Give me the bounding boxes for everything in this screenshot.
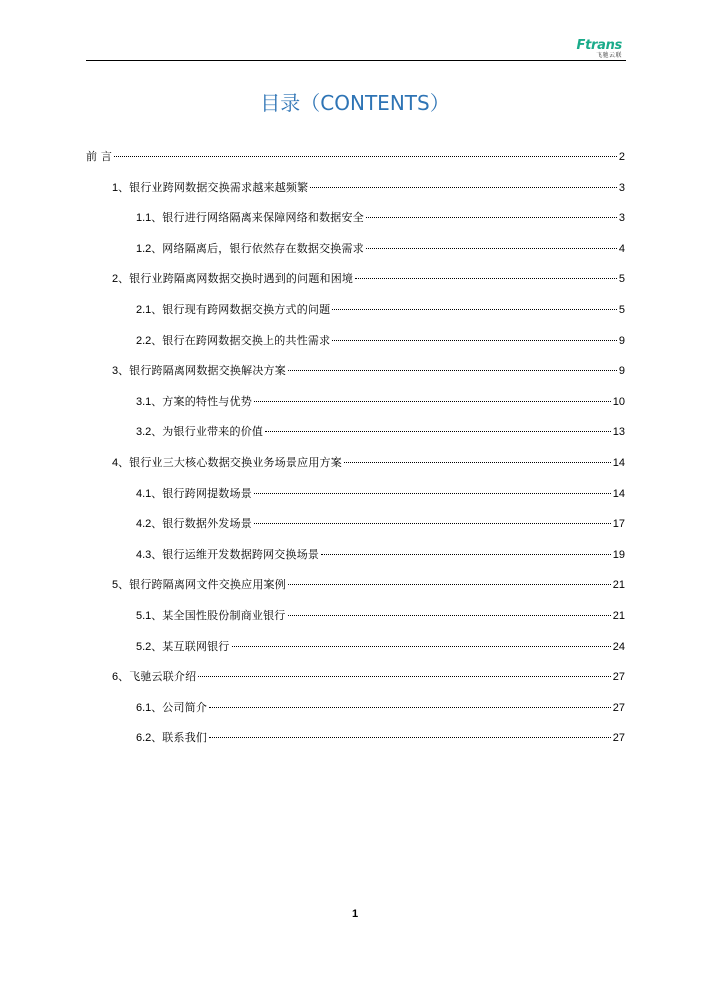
logo-wordmark: Ftrans xyxy=(576,38,622,53)
toc-entry-number: 2.1、 xyxy=(136,303,163,316)
toc-dot-leader xyxy=(288,615,611,616)
toc-dot-leader xyxy=(288,584,611,585)
toc-entry[interactable] xyxy=(86,605,625,636)
toc-entry-title: 银行跨网提数场景 xyxy=(162,486,252,500)
toc-entry-title: 银行跨隔离网数据交换解决方案 xyxy=(129,364,286,378)
toc-entry-page: 13 xyxy=(612,426,625,439)
toc-dot-leader xyxy=(310,187,617,188)
toc-entry-number: 1.2、 xyxy=(136,242,163,255)
toc-entry-number: 2.2、 xyxy=(136,334,163,347)
toc-entry-page: 27 xyxy=(612,671,625,684)
toc-entry-page: 27 xyxy=(612,732,625,745)
toc-entry-title: 联系我们 xyxy=(162,731,208,745)
header-rule xyxy=(86,60,626,61)
toc-entry-number: 6.2、 xyxy=(136,732,163,745)
toc-dot-leader xyxy=(114,156,617,157)
toc-dot-leader xyxy=(265,431,611,432)
toc-entry-number: 3、 xyxy=(112,365,130,378)
toc-entry-page: 10 xyxy=(612,395,625,408)
toc-entry-title: 银行业跨隔离网数据交换时遇到的问题和困境 xyxy=(129,272,354,286)
toc-entry[interactable] xyxy=(86,697,625,728)
toc-entry-number: 4、 xyxy=(112,456,130,469)
toc-entry-number: 6、 xyxy=(112,671,130,684)
toc-entry-title: 银行业跨网数据交换需求越来越频繁 xyxy=(129,180,309,194)
toc-entry[interactable] xyxy=(86,452,625,483)
toc-dot-leader xyxy=(254,523,611,524)
toc-entry[interactable] xyxy=(86,207,625,238)
toc-entry-title: 前 言 xyxy=(86,150,113,163)
toc-entry[interactable] xyxy=(86,238,625,269)
toc-dot-leader xyxy=(332,309,617,310)
toc-dot-leader xyxy=(366,217,617,218)
toc-dot-leader xyxy=(332,340,617,341)
toc-entry-page: 21 xyxy=(612,609,625,622)
toc-entry[interactable] xyxy=(86,330,625,361)
toc-entry[interactable] xyxy=(86,299,625,330)
toc-entry-title: 银行运维开发数据跨网交换场景 xyxy=(162,547,320,561)
toc-entry-page: 3 xyxy=(618,212,625,225)
toc-dot-leader xyxy=(209,737,611,738)
toc-entry-number: 1.1、 xyxy=(136,212,163,225)
toc-entry-title: 银行进行网络隔离来保障网络和数据安全 xyxy=(162,211,364,225)
toc-entry-title: 银行现有跨网数据交换方式的问题 xyxy=(162,302,331,316)
toc-dot-leader xyxy=(232,646,611,647)
toc-dot-leader xyxy=(198,676,610,677)
toc-entry-number: 4.3、 xyxy=(136,548,163,561)
toc-entry-page: 21 xyxy=(612,579,625,592)
toc-entry-page: 24 xyxy=(612,640,625,653)
toc-entry-title: 某互联网银行 xyxy=(162,639,230,653)
toc-entry[interactable] xyxy=(86,727,625,758)
toc-entry-page: 17 xyxy=(612,518,625,531)
toc-entry[interactable] xyxy=(86,544,625,575)
toc-entry-page: 19 xyxy=(612,548,625,561)
company-logo xyxy=(560,40,622,59)
toc-entry-page: 14 xyxy=(612,456,625,469)
toc-entry-number: 3.1、 xyxy=(136,395,163,408)
toc-entry[interactable] xyxy=(86,483,625,514)
toc-entry-title: 方案的特性与优势 xyxy=(162,394,252,408)
toc-entry-page: 4 xyxy=(618,242,625,255)
toc-entry-page: 2 xyxy=(618,151,625,163)
logo-subtitle: 飞驰云联 xyxy=(595,52,622,59)
toc-entry[interactable] xyxy=(86,513,625,544)
toc-entry-page: 3 xyxy=(618,181,625,194)
toc-entry[interactable] xyxy=(86,636,625,667)
toc-dot-leader xyxy=(321,554,611,555)
toc-entry[interactable] xyxy=(86,177,625,208)
toc-entry-number: 5、 xyxy=(112,579,130,592)
toc-entry[interactable] xyxy=(86,268,625,299)
toc-entry-number: 3.2、 xyxy=(136,426,163,439)
toc-entry[interactable] xyxy=(86,421,625,452)
page-title: 目录（CONTENTS） xyxy=(260,91,450,115)
toc-dot-leader xyxy=(355,278,617,279)
toc-entry-title: 银行数据外发场景 xyxy=(162,517,252,531)
toc-entry-number: 5.1、 xyxy=(136,609,163,622)
page-number: 1 xyxy=(351,908,359,920)
toc-entry[interactable] xyxy=(86,146,625,177)
toc-entry[interactable] xyxy=(86,666,625,697)
toc-entry-title: 银行业三大核心数据交换业务场景应用方案 xyxy=(129,455,342,469)
toc-dot-leader xyxy=(366,248,617,249)
toc-entry-title: 为银行业带来的价值 xyxy=(162,425,264,439)
toc-dot-leader xyxy=(288,370,617,371)
toc-entry-number: 6.1、 xyxy=(136,701,163,714)
toc-dot-leader xyxy=(254,493,611,494)
toc-entry-title: 公司简介 xyxy=(162,700,208,714)
toc-entry-page: 14 xyxy=(612,487,625,500)
toc-entry[interactable] xyxy=(86,360,625,391)
toc-entry-title: 银行跨隔离网文件交换应用案例 xyxy=(129,578,286,592)
toc-entry[interactable] xyxy=(86,391,625,422)
toc-entry-number: 2、 xyxy=(112,273,130,286)
toc-dot-leader xyxy=(209,707,611,708)
toc-entry-title: 银行在跨网数据交换上的共性需求 xyxy=(162,333,331,347)
toc-entry-title: 网络隔离后，银行依然存在数据交换需求 xyxy=(162,241,364,255)
toc-entry[interactable] xyxy=(86,574,625,605)
toc-dot-leader xyxy=(254,401,611,402)
toc-entry-page: 9 xyxy=(618,365,625,378)
toc-entry-number: 4.2、 xyxy=(136,518,163,531)
toc-entry-page: 5 xyxy=(618,303,625,316)
toc-entry-number: 5.2、 xyxy=(136,640,163,653)
toc-entry-number: 1、 xyxy=(112,181,130,194)
toc-entry-page: 27 xyxy=(612,701,625,714)
table-of-contents xyxy=(86,146,625,758)
toc-entry-title: 飞驰云联介绍 xyxy=(129,670,197,684)
toc-entry-page: 9 xyxy=(618,334,625,347)
toc-entry-number: 4.1、 xyxy=(136,487,163,500)
toc-entry-page: 5 xyxy=(618,273,625,286)
toc-entry-title: 某全国性股份制商业银行 xyxy=(162,608,286,622)
toc-dot-leader xyxy=(344,462,611,463)
